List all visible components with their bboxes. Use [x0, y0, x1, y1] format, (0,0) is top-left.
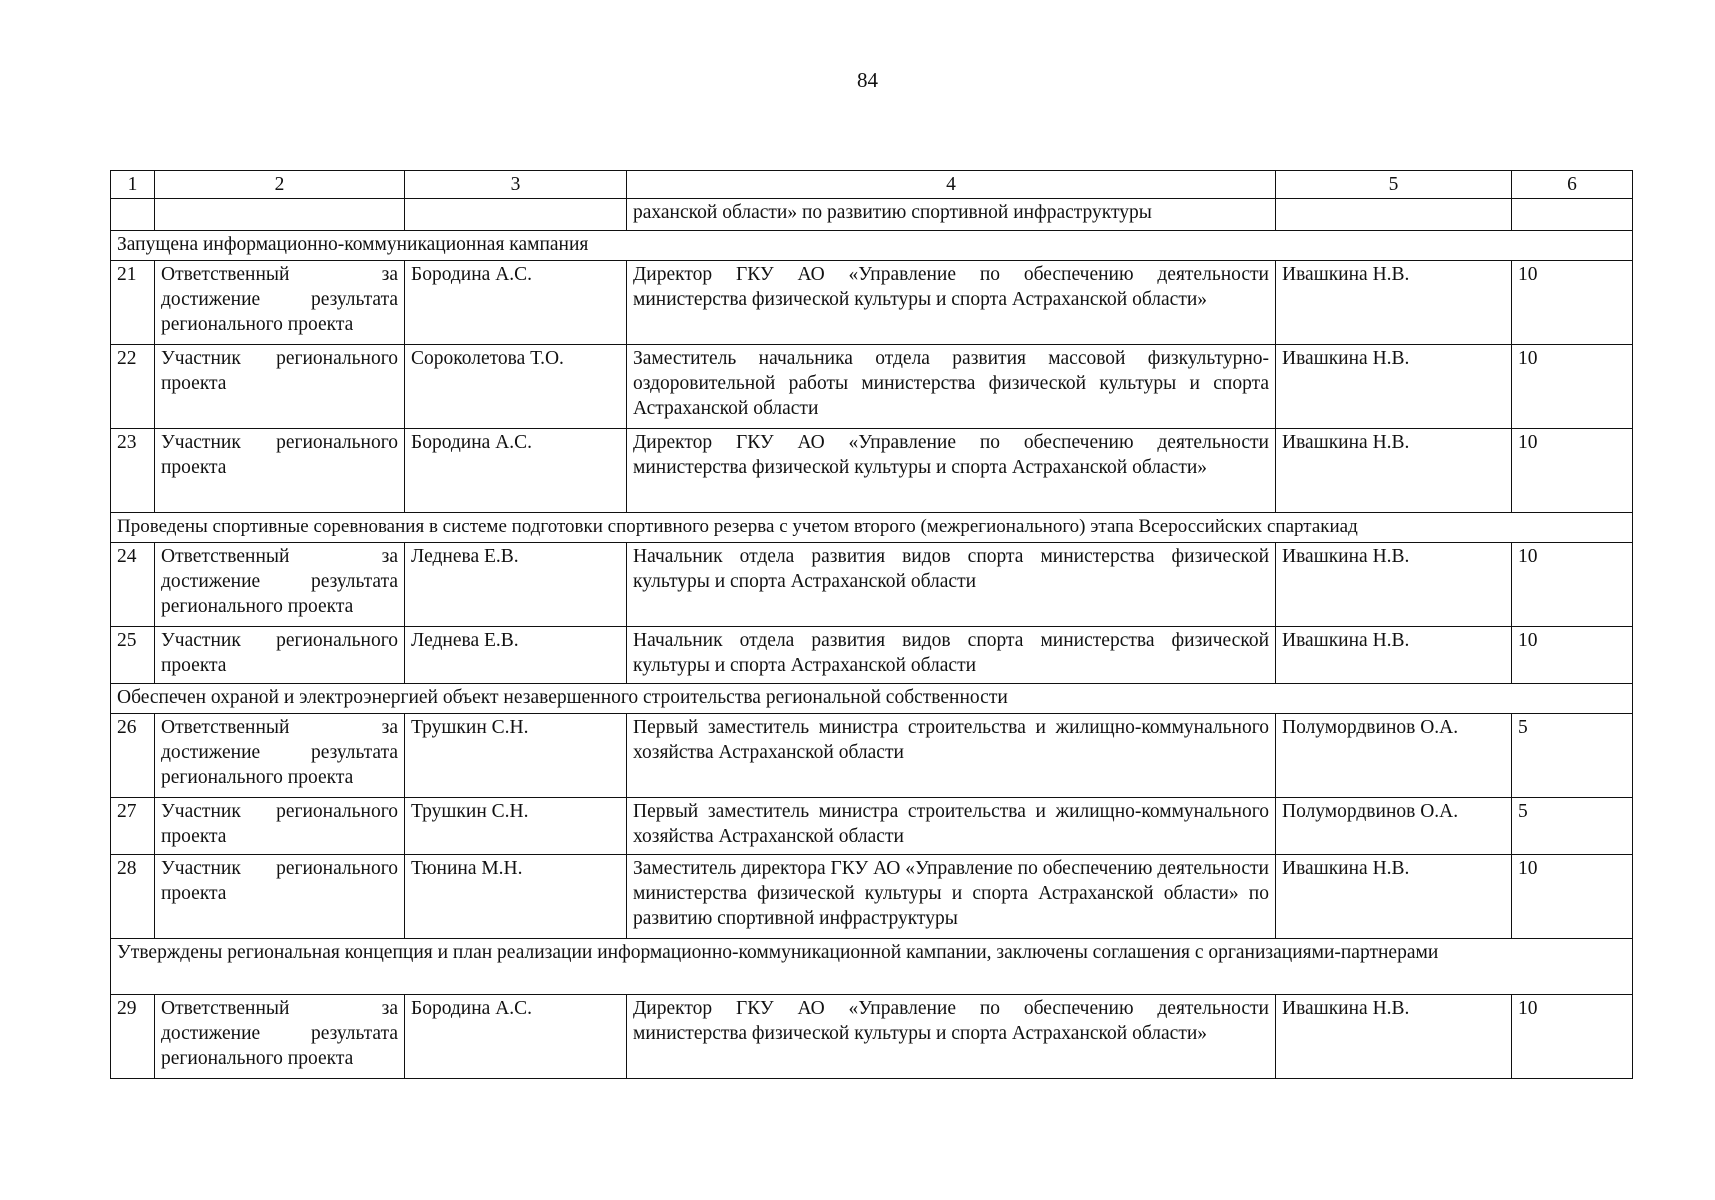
score-cell: 10: [1512, 429, 1633, 513]
section-row: [111, 684, 1633, 714]
table-row: [111, 261, 1633, 345]
score-cell: 10: [1512, 995, 1633, 1079]
position-cell: Заместитель начальника отдела развития массовой физкультурно-оздоровительной работы министерства физической культуры и спорта Астраханской области: [627, 345, 1276, 429]
score-cell: 10: [1512, 543, 1633, 627]
supervisor-cell: Полумордвинов О.А.: [1276, 798, 1512, 855]
table-row: [111, 798, 1633, 855]
supervisor-cell: Ивашкина Н.В.: [1276, 995, 1512, 1079]
column-number: 5: [1276, 171, 1512, 199]
table-row: [111, 995, 1633, 1079]
score-cell: [1512, 199, 1633, 231]
supervisor-cell: [1276, 199, 1512, 231]
table-row: [111, 855, 1633, 939]
section-title: Проведены спортивные соревнования в системе подготовки спортивного резерва с учетом второго (межрегионального) этапа Всероссийских спартакиад: [111, 513, 1633, 543]
row-number: 26: [111, 714, 155, 798]
position-cell: раханской области» по развитию спортивной инфраструктуры: [627, 199, 1276, 231]
role-cell: Участник регионального проекта: [155, 345, 405, 429]
role-cell: Участник регионального проекта: [155, 855, 405, 939]
score-cell: 5: [1512, 714, 1633, 798]
section-title: Обеспечен охраной и электроэнергией объект незавершенного строительства региональной собственности: [111, 684, 1633, 714]
table-row: [111, 714, 1633, 798]
name-cell: Леднева Е.В.: [405, 627, 627, 684]
role-cell: Ответственный за достижение результата регионального проекта: [155, 995, 405, 1079]
name-cell: Бородина А.С.: [405, 995, 627, 1079]
row-number: 24: [111, 543, 155, 627]
position-cell: Директор ГКУ АО «Управление по обеспечению деятельности министерства физической культуры и спорта Астраханской области»: [627, 429, 1276, 513]
role-cell: Участник регионального проекта: [155, 429, 405, 513]
section-title: Утверждены региональная концепция и план реализации информационно-коммуникационной кампании, заключены соглашения с организациями-партнерами: [111, 939, 1633, 995]
name-cell: Трушкин С.Н.: [405, 714, 627, 798]
name-cell: Сороколетова Т.О.: [405, 345, 627, 429]
score-cell: 5: [1512, 798, 1633, 855]
section-row: [111, 513, 1633, 543]
column-number: 1: [111, 171, 155, 199]
supervisor-cell: Ивашкина Н.В.: [1276, 855, 1512, 939]
row-number: 25: [111, 627, 155, 684]
supervisor-cell: Ивашкина Н.В.: [1276, 543, 1512, 627]
continuation-row: [111, 199, 1633, 231]
column-number: 3: [405, 171, 627, 199]
responsibility-table: [110, 170, 1633, 1079]
position-cell: Заместитель директора ГКУ АО «Управление по обеспечению деятельности министерства физической культуры и спорта Астраханской области» по развитию спортивной инфраструктуры: [627, 855, 1276, 939]
name-cell: Леднева Е.В.: [405, 543, 627, 627]
row-number: 22: [111, 345, 155, 429]
score-cell: 10: [1512, 261, 1633, 345]
supervisor-cell: Ивашкина Н.В.: [1276, 429, 1512, 513]
row-number: 29: [111, 995, 155, 1079]
role-cell: Ответственный за достижение результата регионального проекта: [155, 261, 405, 345]
position-cell: Начальник отдела развития видов спорта министерства физической культуры и спорта Астраханской области: [627, 543, 1276, 627]
name-cell: Тюнина М.Н.: [405, 855, 627, 939]
table-row: [111, 345, 1633, 429]
supervisor-cell: Ивашкина Н.В.: [1276, 261, 1512, 345]
row-number: 21: [111, 261, 155, 345]
row-number: 27: [111, 798, 155, 855]
position-cell: Директор ГКУ АО «Управление по обеспечению деятельности министерства физической культуры и спорта Астраханской области»: [627, 261, 1276, 345]
name-cell: Трушкин С.Н.: [405, 798, 627, 855]
page-number: 84: [857, 68, 878, 92]
name-cell: [405, 199, 627, 231]
row-number: 23: [111, 429, 155, 513]
supervisor-cell: Полумордвинов О.А.: [1276, 714, 1512, 798]
section-row: [111, 231, 1633, 261]
section-row: [111, 939, 1633, 995]
score-cell: 10: [1512, 345, 1633, 429]
position-cell: Первый заместитель министра строительства и жилищно-коммунального хозяйства Астраханской области: [627, 714, 1276, 798]
role-cell: Участник регионального проекта: [155, 798, 405, 855]
table-row: [111, 627, 1633, 684]
score-cell: 10: [1512, 855, 1633, 939]
table-row: [111, 429, 1633, 513]
column-number: 2: [155, 171, 405, 199]
row-number: [111, 199, 155, 231]
column-number-row: [111, 171, 1633, 199]
column-number: 4: [627, 171, 1276, 199]
position-cell: Начальник отдела развития видов спорта министерства физической культуры и спорта Астраханской области: [627, 627, 1276, 684]
name-cell: Бородина А.С.: [405, 261, 627, 345]
name-cell: Бородина А.С.: [405, 429, 627, 513]
role-cell: [155, 199, 405, 231]
table-row: [111, 543, 1633, 627]
role-cell: Ответственный за достижение результата регионального проекта: [155, 714, 405, 798]
supervisor-cell: Ивашкина Н.В.: [1276, 627, 1512, 684]
position-cell: Первый заместитель министра строительства и жилищно-коммунального хозяйства Астраханской области: [627, 798, 1276, 855]
position-cell: Директор ГКУ АО «Управление по обеспечению деятельности министерства физической культуры и спорта Астраханской области»: [627, 995, 1276, 1079]
role-cell: Участник регионального проекта: [155, 627, 405, 684]
column-number: 6: [1512, 171, 1633, 199]
section-title: Запущена информационно-коммуникационная кампания: [111, 231, 1633, 261]
role-cell: Ответственный за достижение результата регионального проекта: [155, 543, 405, 627]
score-cell: 10: [1512, 627, 1633, 684]
supervisor-cell: Ивашкина Н.В.: [1276, 345, 1512, 429]
row-number: 28: [111, 855, 155, 939]
